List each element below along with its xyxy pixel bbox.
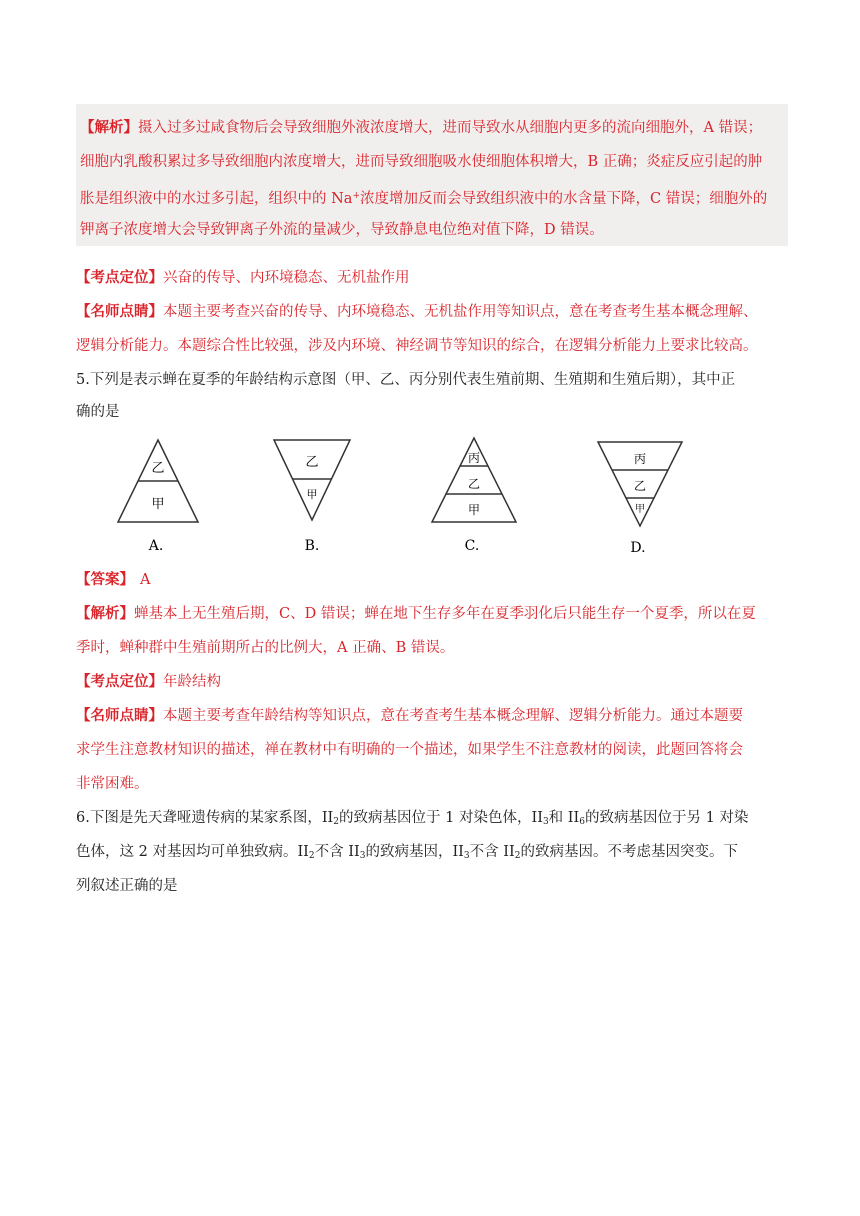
- pyramid-d-layer-middle: 乙: [633, 479, 647, 493]
- pyramid-b-layer-bottom: 甲: [306, 488, 318, 501]
- pyramid-c-layer-middle: 乙: [467, 477, 481, 491]
- pyramid-b-layer-top: 乙: [305, 455, 319, 470]
- q5-answer: 【答案】 A: [76, 571, 151, 588]
- pyramid-d-layer-top: 丙: [633, 452, 647, 466]
- pyramid-d-label: D.: [630, 540, 646, 556]
- pyramid-d: [598, 442, 682, 556]
- pyramid-c: [432, 438, 516, 554]
- pyramid-b: [274, 440, 350, 554]
- q5-analysis-line-2: 季时，蝉种群中生殖前期所占的比例大，A 正确、B 错误。: [76, 640, 455, 656]
- pyramid-a-layer-bottom: 甲: [151, 497, 165, 512]
- q4-teacher-tip-line-1: 【名师点睛】本题主要考查兴奋的传导、内环境稳态、无机盐作用等知识点，意在考查考生基本概念理解、: [76, 303, 758, 320]
- pyramid-d-layer-bottom: 甲: [635, 504, 645, 515]
- q6-question-line-2: 色体，这 2 对基因均可单独致病。$II_2$不含 $II_3$的致病基因，$II_3$不含 $II_2$的致病基因。不考虑基因突变。下: [76, 844, 738, 861]
- q5-key-point: 【考点定位】年龄结构: [76, 673, 221, 690]
- q5-teacher-tip-line-3: 非常困难。: [76, 776, 149, 792]
- pyramid-a-layer-top: 乙: [151, 461, 165, 476]
- q5-teacher-tip-line-1: 【名师点睛】本题主要考查年龄结构等知识点，意在考查考生基本概念理解、逻辑分析能力。通过本题要: [76, 707, 743, 724]
- q5-question-line-1: 5.下列是表示蝉在夏季的年龄结构示意图（甲、乙、丙分别代表生殖前期、生殖期和生殖后期），其中正: [76, 372, 736, 388]
- pyramid-a: [118, 440, 198, 554]
- pyramid-c-layer-top: 丙: [467, 451, 481, 465]
- q5-question-line-2: 确的是: [76, 404, 120, 420]
- q4-analysis-line-4: 钾离子浓度增大会导致钾离子外流的量减少，导致静息电位绝对值下降，D 错误。: [80, 222, 604, 238]
- q4-teacher-tip-line-2: 逻辑分析能力。本题综合性比较强，涉及内环境、神经调节等知识的综合，在逻辑分析能力上要求比较高。: [76, 338, 758, 354]
- q5-teacher-tip-line-2: 求学生注意教材知识的描述，禅在教材中有明确的一个描述，如果学生不注意教材的阅读，此题回答将会: [76, 742, 743, 758]
- q4-analysis-line-1: 【解析】摄入过多过咸食物后会导致细胞外液浓度增大，进而导致水从细胞内更多的流向细胞外，A 错误；: [80, 119, 763, 136]
- pyramid-c-label: C.: [464, 538, 480, 554]
- q6-question-line-3: 列叙述正确的是: [76, 878, 178, 894]
- q5-analysis-line-1: 【解析】蝉基本上无生殖后期，C、D 错误；蝉在地下生存多年在夏季羽化后只能生存一个夏季，所以在夏: [76, 605, 756, 622]
- pyramid-a-label: A.: [148, 538, 164, 554]
- pyramid-c-layer-bottom: 甲: [467, 503, 481, 517]
- q4-analysis-line-2: 细胞内乳酸积累过多导致细胞内浓度增大，进而导致细胞吸水使细胞体积增大，B 正确；炎症反应引起的肿: [80, 154, 763, 170]
- age-structure-figure: [76, 428, 716, 560]
- q6-question-line-1: 6.下图是先天聋哑遗传病的某家系图，$II_2$的致病基因位于 1 对染色体，$II_3$和 $II_6$的致病基因位于另 1 对染: [76, 810, 749, 827]
- analysis-tag: 【解析】: [80, 119, 138, 136]
- q4-analysis-line-3: 胀是组织液中的水过多引起，组织中的 Na+浓度增加反而会导致组织液中的水含量下降，C 错误；细胞外的: [80, 191, 768, 207]
- q4-key-point: 【考点定位】兴奋的传导、内环境稳态、无机盐作用: [76, 269, 410, 286]
- pyramid-b-label: B.: [304, 538, 320, 554]
